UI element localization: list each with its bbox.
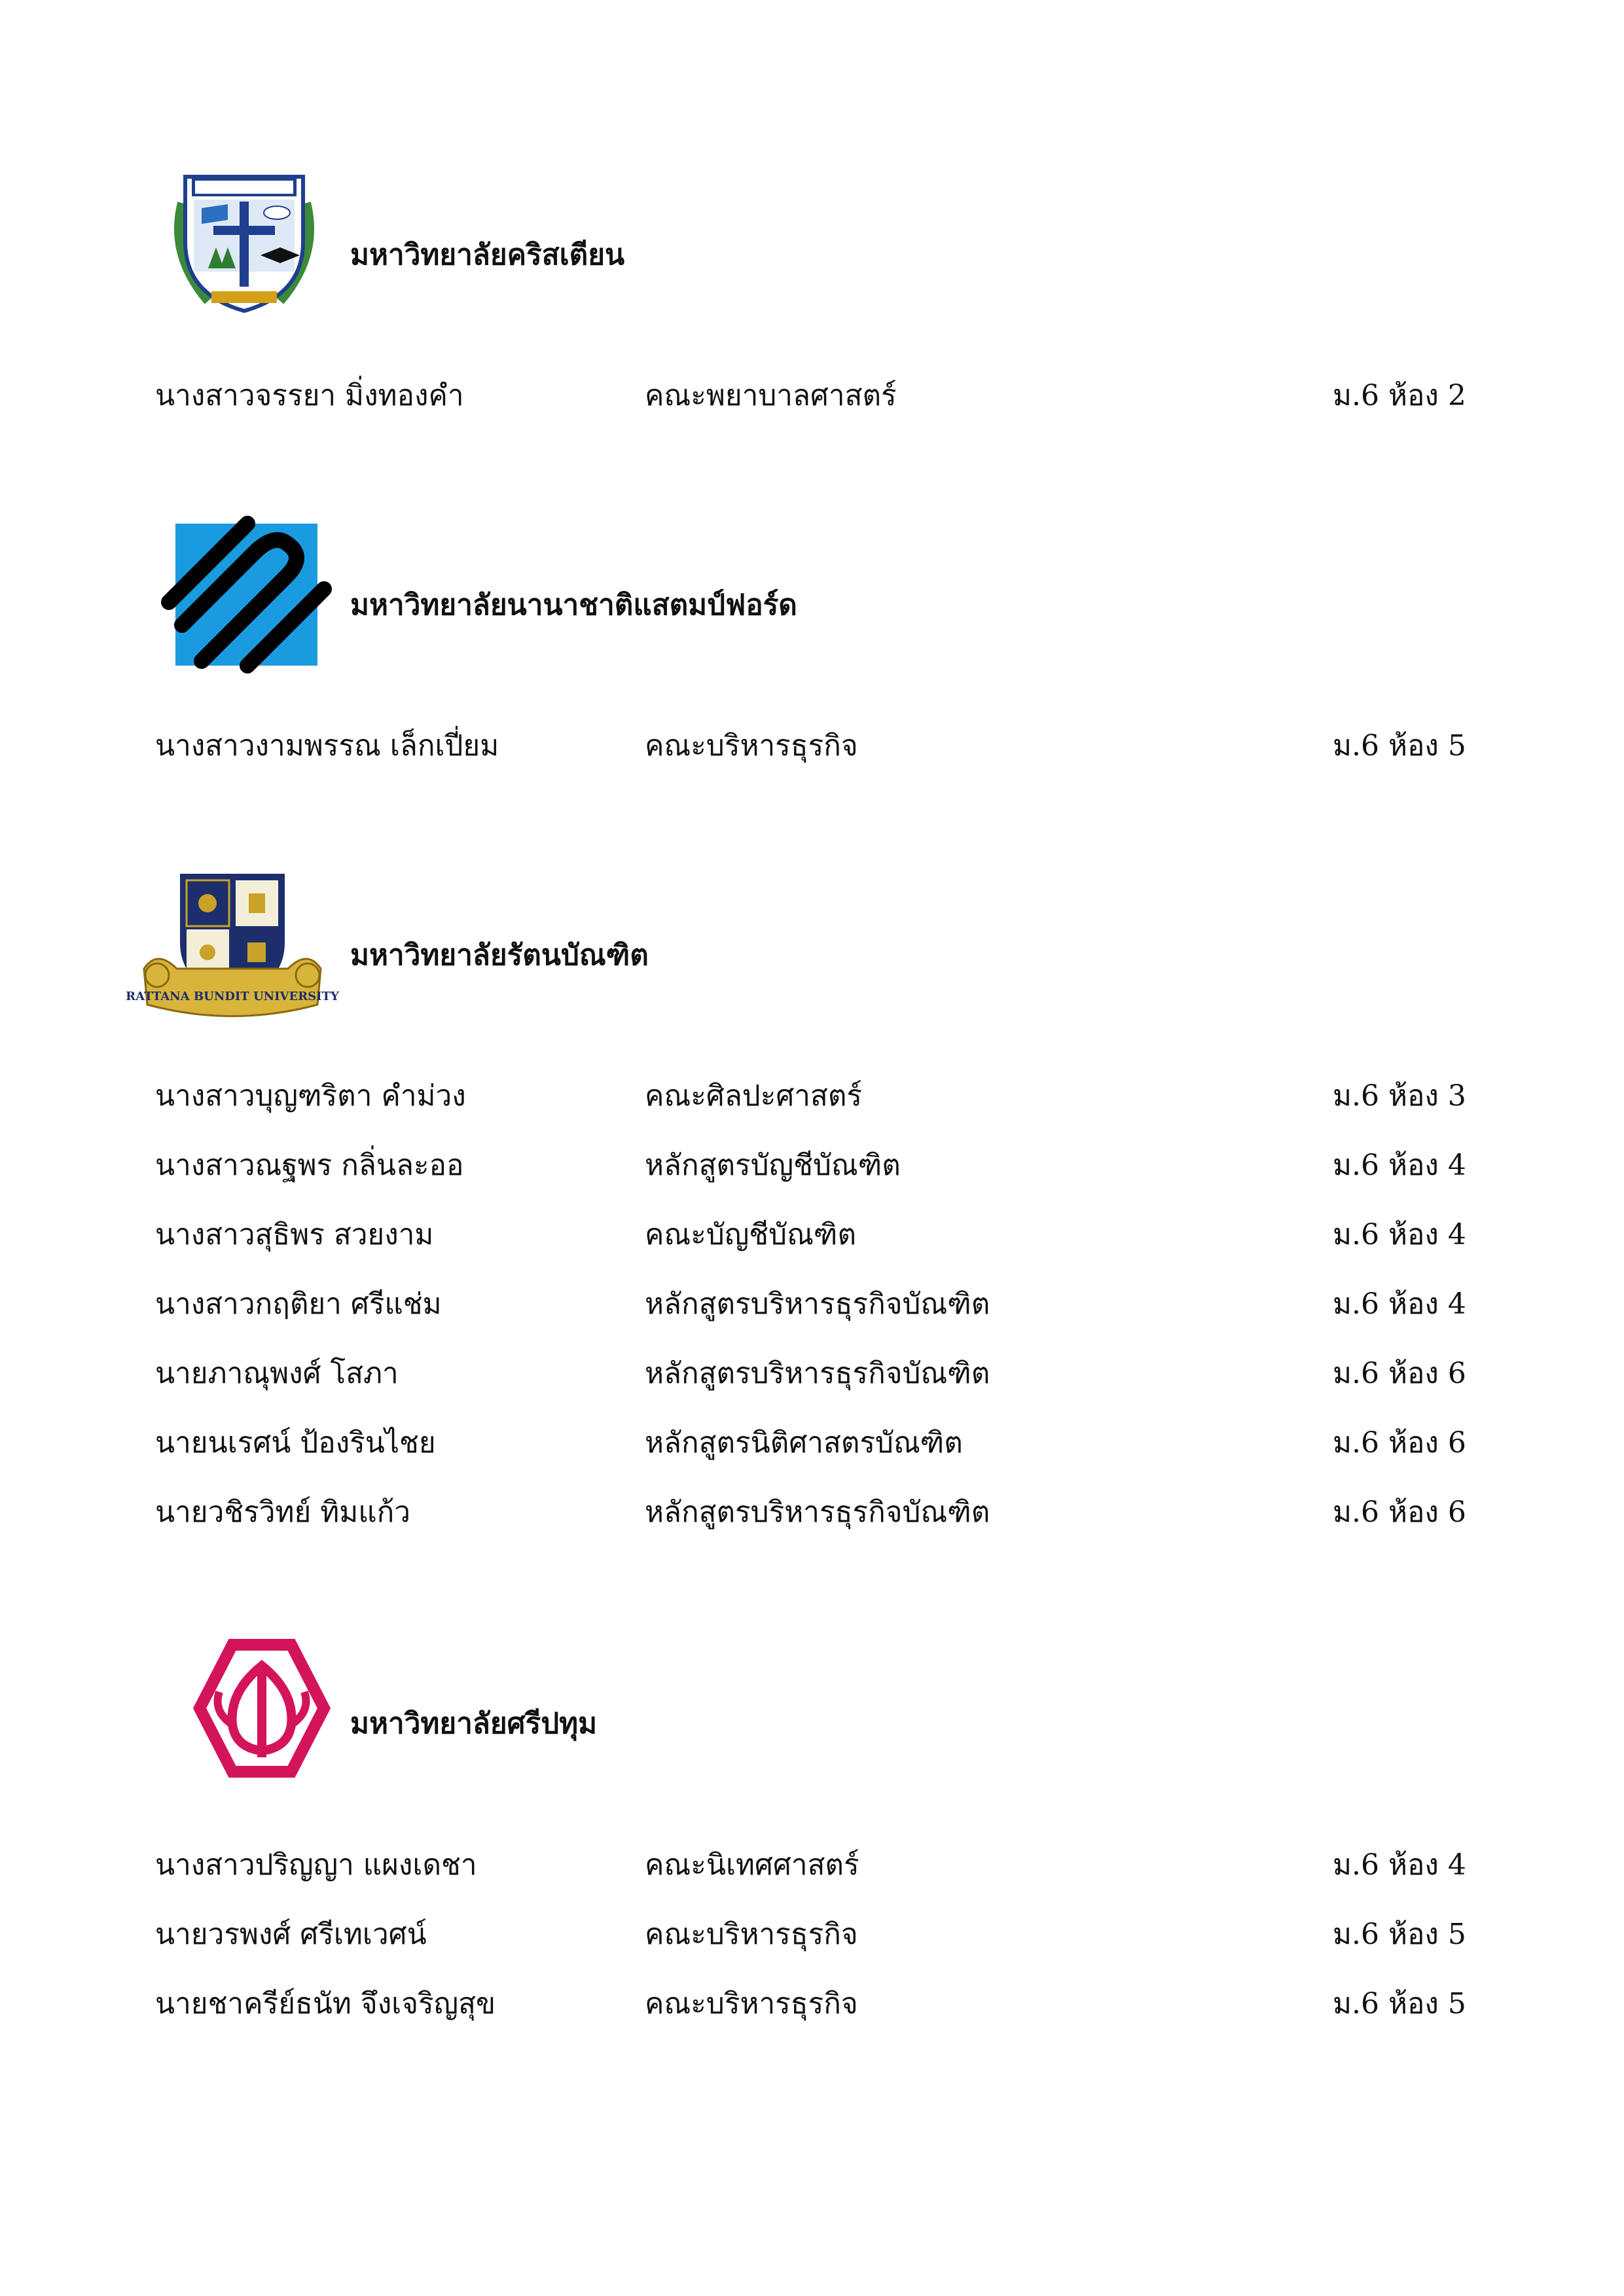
university-name: มหาวิทยาลัยรัตนบัณฑิต	[350, 939, 649, 972]
table-row	[0, 1912, 1624, 1958]
table-row	[0, 1420, 1624, 1466]
student-name: นายนเรศน์ ป้องรินไชย	[155, 1426, 436, 1460]
university-name: มหาวิทยาลัยนานาชาติแสตมป์ฟอร์ด	[350, 588, 797, 622]
student-faculty: หลักสูตรนิติศาสตรบัณฑิต	[645, 1426, 963, 1460]
student-name: นายชาครีย์ธนัท จึงเจริญสุข	[155, 1987, 496, 2020]
student-room: ม.6 ห้อง 4	[1333, 1848, 1466, 1882]
university-name: มหาวิทยาลัยคริสเตียน	[350, 238, 625, 272]
student-room: ม.6 ห้อง 4	[1333, 1218, 1466, 1251]
student-name: นายวรพงศ์ ศรีเทเวศน์	[155, 1918, 427, 1951]
student-faculty: คณะพยาบาลศาสตร์	[645, 379, 897, 412]
student-room: ม.6 ห้อง 5	[1333, 1987, 1466, 2020]
student-faculty: หลักสูตรบริหารธุรกิจบัณฑิต	[645, 1357, 990, 1390]
student-faculty: หลักสูตรบัญชีบัณฑิต	[645, 1149, 901, 1182]
table-row	[0, 723, 1624, 769]
student-name: นางสาวจรรยา มิ่งทองคำ	[155, 379, 464, 412]
stamford-logo	[175, 524, 317, 666]
student-room: ม.6 ห้อง 4	[1333, 1149, 1466, 1182]
student-name: นางสาวสุธิพร สวยงาม	[155, 1218, 434, 1251]
table-row	[0, 1981, 1624, 2027]
student-name: นางสาวบุญฑริตา คำม่วง	[155, 1079, 466, 1113]
student-faculty: หลักสูตรบริหารธุรกิจบัณฑิต	[645, 1496, 990, 1529]
student-name: นางสาวงามพรรณ เล็กเปี่ยม	[155, 729, 499, 762]
student-room: ม.6 ห้อง 5	[1333, 729, 1466, 762]
student-name: นางสาวณฐพร กลิ่นละออ	[155, 1149, 464, 1182]
student-room: ม.6 ห้อง 2	[1333, 379, 1466, 412]
student-faculty: คณะบริหารธุรกิจ	[645, 1918, 858, 1951]
student-name: นางสาวปริญญา แผงเดชา	[155, 1848, 477, 1882]
student-faculty: คณะบริหารธุรกิจ	[645, 1987, 858, 2020]
table-row	[0, 1351, 1624, 1397]
student-room: ม.6 ห้อง 6	[1333, 1426, 1466, 1460]
student-name: นายวชิรวิทย์ ทิมแก้ว	[155, 1496, 410, 1529]
table-row	[0, 373, 1624, 419]
student-room: ม.6 ห้อง 4	[1333, 1287, 1466, 1321]
table-row	[0, 1143, 1624, 1189]
table-row	[0, 1490, 1624, 1535]
rattana-bundit-logo-text: RATTANA BUNDIT UNIVERSITY	[126, 990, 339, 1003]
christian-university-logo	[162, 164, 326, 317]
rattana-bundit-logo	[126, 870, 339, 1021]
student-room: ม.6 ห้อง 6	[1333, 1357, 1466, 1390]
student-room: ม.6 ห้อง 3	[1333, 1079, 1466, 1113]
student-room: ม.6 ห้อง 5	[1333, 1918, 1466, 1951]
student-name: นายภาณุพงศ์ โสภา	[155, 1357, 399, 1390]
student-faculty: หลักสูตรบริหารธุรกิจบัณฑิต	[645, 1287, 990, 1321]
university-name: มหาวิทยาลัยศรีปทุม	[350, 1707, 598, 1740]
table-row	[0, 1282, 1624, 1327]
table-row	[0, 1842, 1624, 1888]
student-name: นางสาวกฤติยา ศรีแช่ม	[155, 1287, 442, 1321]
table-row	[0, 1073, 1624, 1119]
student-faculty: คณะบัญชีบัณฑิต	[645, 1218, 857, 1251]
sripatum-logo	[193, 1640, 331, 1777]
student-faculty: คณะนิเทศศาสตร์	[645, 1848, 859, 1882]
table-row	[0, 1212, 1624, 1258]
student-faculty: คณะศิลปะศาสตร์	[645, 1079, 863, 1113]
student-faculty: คณะบริหารธุรกิจ	[645, 729, 858, 762]
student-room: ม.6 ห้อง 6	[1333, 1496, 1466, 1529]
